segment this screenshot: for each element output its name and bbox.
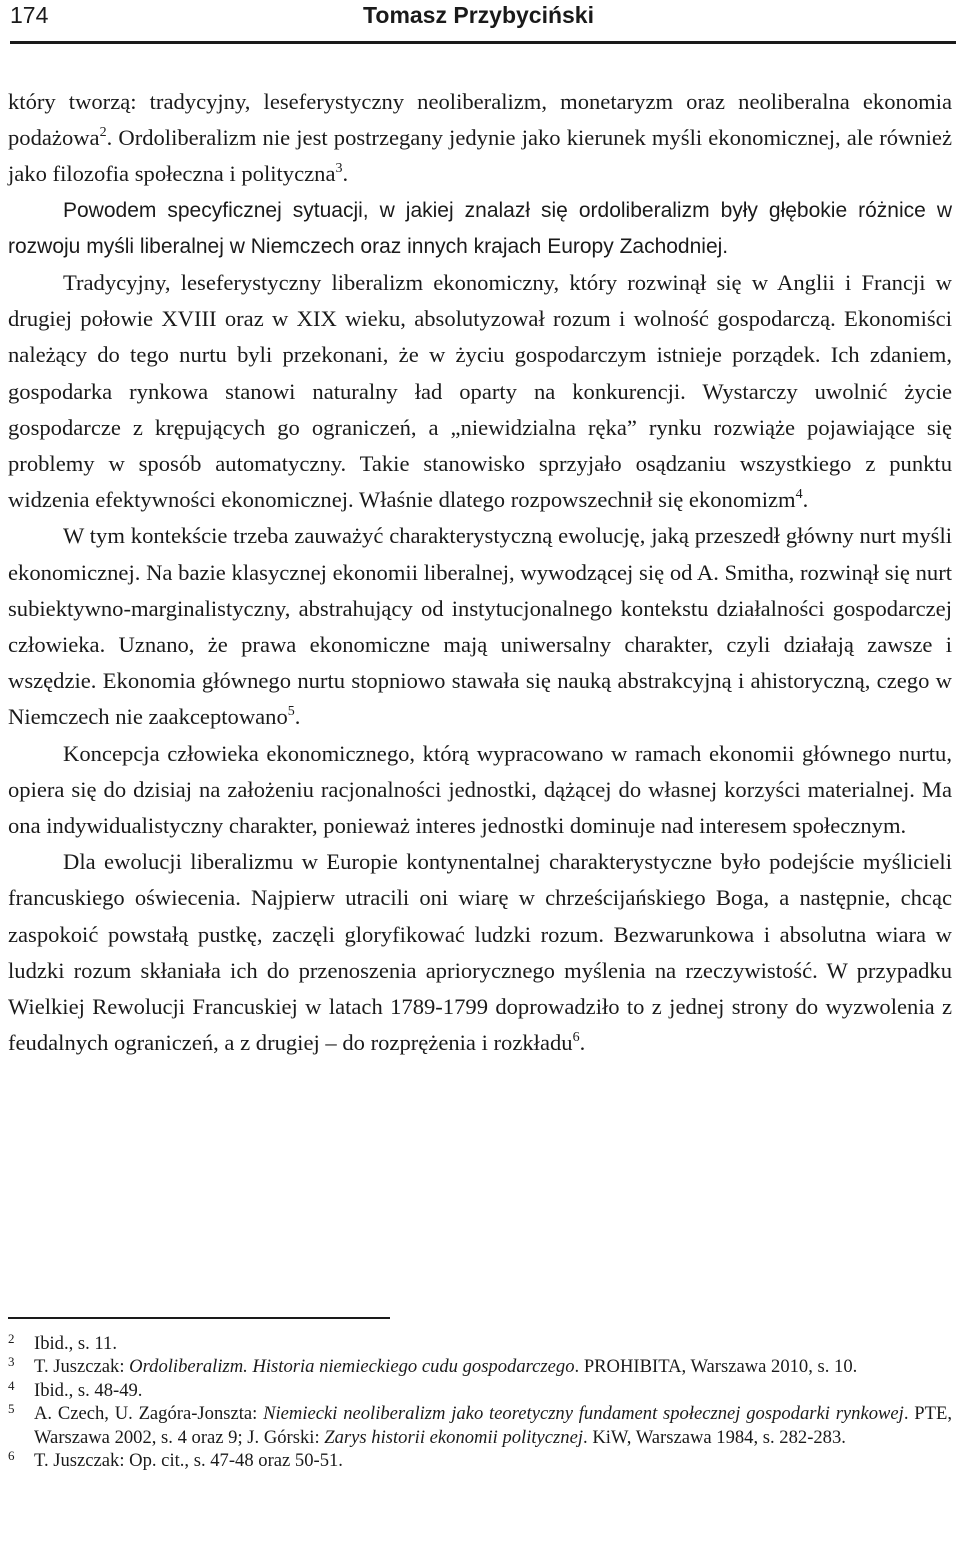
paragraph-text: . xyxy=(294,704,301,730)
footnote-number: 5 xyxy=(8,1401,15,1417)
footnote-ref: 4 xyxy=(795,487,803,503)
footnote-title: Ordoliberalizm. Historia niemieckiego cudu gospodarczego xyxy=(129,1356,575,1378)
paragraph-text: . xyxy=(802,487,809,513)
footnote-text: T. Juszczak: Op. cit., s. 47-48 oraz 50-51. xyxy=(34,1450,343,1472)
footnote-ref: 3 xyxy=(335,161,343,177)
header-rule xyxy=(10,41,956,44)
paragraph-text: Dla ewolucji liberalizmu w Europie kontynentalnej charakterystyczne było podejście myślicieli francuskiego oświecenia. Najpierw utracili oni wiarę w chrześcijańskiego Boga, a następnie, chcąc zaspokoić powstałą pustkę, zaczęli gloryfikować ludzki rozum. Bezwarunkowa i absolutna wiara w ludzki rozum skłaniała ich do przenoszenia apriorycznego myślenia na rzeczywistość. W przypadku Wielkiej Rewolucji Francuskiej w latach 1789-1799 doprowadziło to z jednej strony do wyzwolenia z feudalnych ograniczeń, a z drugiej – do rozprężenia i rozkładu xyxy=(8,849,952,1056)
footnote xyxy=(8,1332,952,1355)
footnote-number: 2 xyxy=(8,1331,15,1346)
footnote-title: Zarys historii ekonomii politycznej xyxy=(324,1426,584,1448)
footnote-title: Niemiecki neoliberalizm jako teoretyczny fundament społecznej gospodarki rynkowej xyxy=(263,1403,904,1425)
footnote-number: 4 xyxy=(8,1377,15,1393)
paragraph xyxy=(8,518,952,735)
footnote xyxy=(8,1379,952,1402)
body-text xyxy=(8,84,952,1061)
footnote-text: A. Czech, U. Zagóra-Jonszta: xyxy=(34,1403,264,1425)
footnote-text: . KiW, Warszawa 1984, s. 282-283. xyxy=(583,1426,846,1448)
paragraph xyxy=(8,844,952,1061)
footnote xyxy=(8,1449,952,1472)
footnote-number: 3 xyxy=(8,1354,15,1370)
footnote xyxy=(8,1355,952,1378)
page-number: 174 xyxy=(10,2,49,28)
footnote-text: Ibid., s. 11. xyxy=(34,1333,117,1354)
paragraph-text: Tradycyjny, leseferystyczny liberalizm ekonomiczny, który rozwinął się w Anglii i Francji w drugiej połowie XVIII oraz w XIX wieku, absolutyzował rozum i wolność gospodarczą. Ekonomiści należący do tego nurtu byli przekonani, że w życiu gospodarczym istnieje porządek. Ich zdaniem, gospodarka rynkowa stanowi naturalny ład oparty na konkurencji. Wystarczy uwolnić życie gospodarcze z krępujących go ograniczeń, a „niewidzialna ręka” rynku rozwiąże pojawiające się problemy w sposób automatyczny. Takie stanowisko sprzyjało osądzaniu wszystkiego z punktu widzenia efektywności ekonomicznej. Właśnie dlatego rozpowszechnił się ekonomizm xyxy=(8,270,952,513)
footnote-text: Ibid., s. 48-49. xyxy=(34,1379,143,1401)
paragraph xyxy=(8,84,952,193)
footnote-rule xyxy=(8,1317,390,1319)
paragraph-text: . xyxy=(342,161,349,187)
paragraph-text: W tym kontekście trzeba zauważyć charakterystyczną ewolucję, jaką przeszedł główny nurt myśli ekonomicznej. Na bazie klasycznej ekonomii liberalnej, wywodzącej się od A. Smitha, rozwinął się nurt subiektywno-marginalistyczny, abstrahujący od instytucjonalnego kontekstu działalności gospodarczej człowieka. Uznano, że prawa ekonomiczne mają uniwersalny charakter, czyli działają zawsze i wszędzie. Ekonomia głównego nurtu stopniowo stawała się nauką abstrakcyjną i ahistoryczną, czego w Niemczech nie zaakceptowano xyxy=(8,523,952,730)
running-title: Tomasz Przybyciński xyxy=(363,2,594,28)
footnote-ref: 6 xyxy=(572,1030,580,1046)
page-header xyxy=(10,0,956,42)
paragraph-text: . xyxy=(579,1030,586,1056)
paragraph: Powodem specyficznej sytuacji, w jakiej znalazł się ordoliberalizm były głębokie różnice w rozwoju myśli liberalnej w Niemczech oraz innych krajach Europy Zachodniej. xyxy=(8,198,952,258)
footnote xyxy=(8,1402,952,1449)
footnote-text: . PTE, Warszawa 2002, s. 4 oraz 9; J. Górski: xyxy=(34,1403,952,1448)
footnote-text: T. Juszczak: xyxy=(34,1356,130,1378)
footnote-ref: 2 xyxy=(99,125,107,141)
footnote-ref: 5 xyxy=(287,704,295,720)
footnote-number: 6 xyxy=(8,1448,15,1464)
paragraph-text: który tworzą: tradycyjny, leseferystyczny neoliberalizm, monetaryzm oraz neoliberalna ekonomia podażowa xyxy=(8,89,952,151)
paragraph xyxy=(8,265,952,518)
paragraph: Koncepcja człowieka ekonomicznego, którą wypracowano w ramach ekonomii głównego nurtu, opiera się do dzisiaj na założeniu racjonalności jednostki, dążącej do własnej korzyści materialnej. Ma ona indywidualistyczny charakter, ponieważ interes jednostki dominuje nad interesem społecznym. xyxy=(8,740,952,839)
paragraph-text: . Ordoliberalizm nie jest postrzegany jedynie jako kierunek myśli ekonomicznej, ale również jako filozofia społeczna i polityczna xyxy=(8,125,952,187)
footnotes xyxy=(8,1332,952,1472)
footnote-text: . PROHIBITA, Warszawa 2010, s. 10. xyxy=(574,1356,858,1378)
